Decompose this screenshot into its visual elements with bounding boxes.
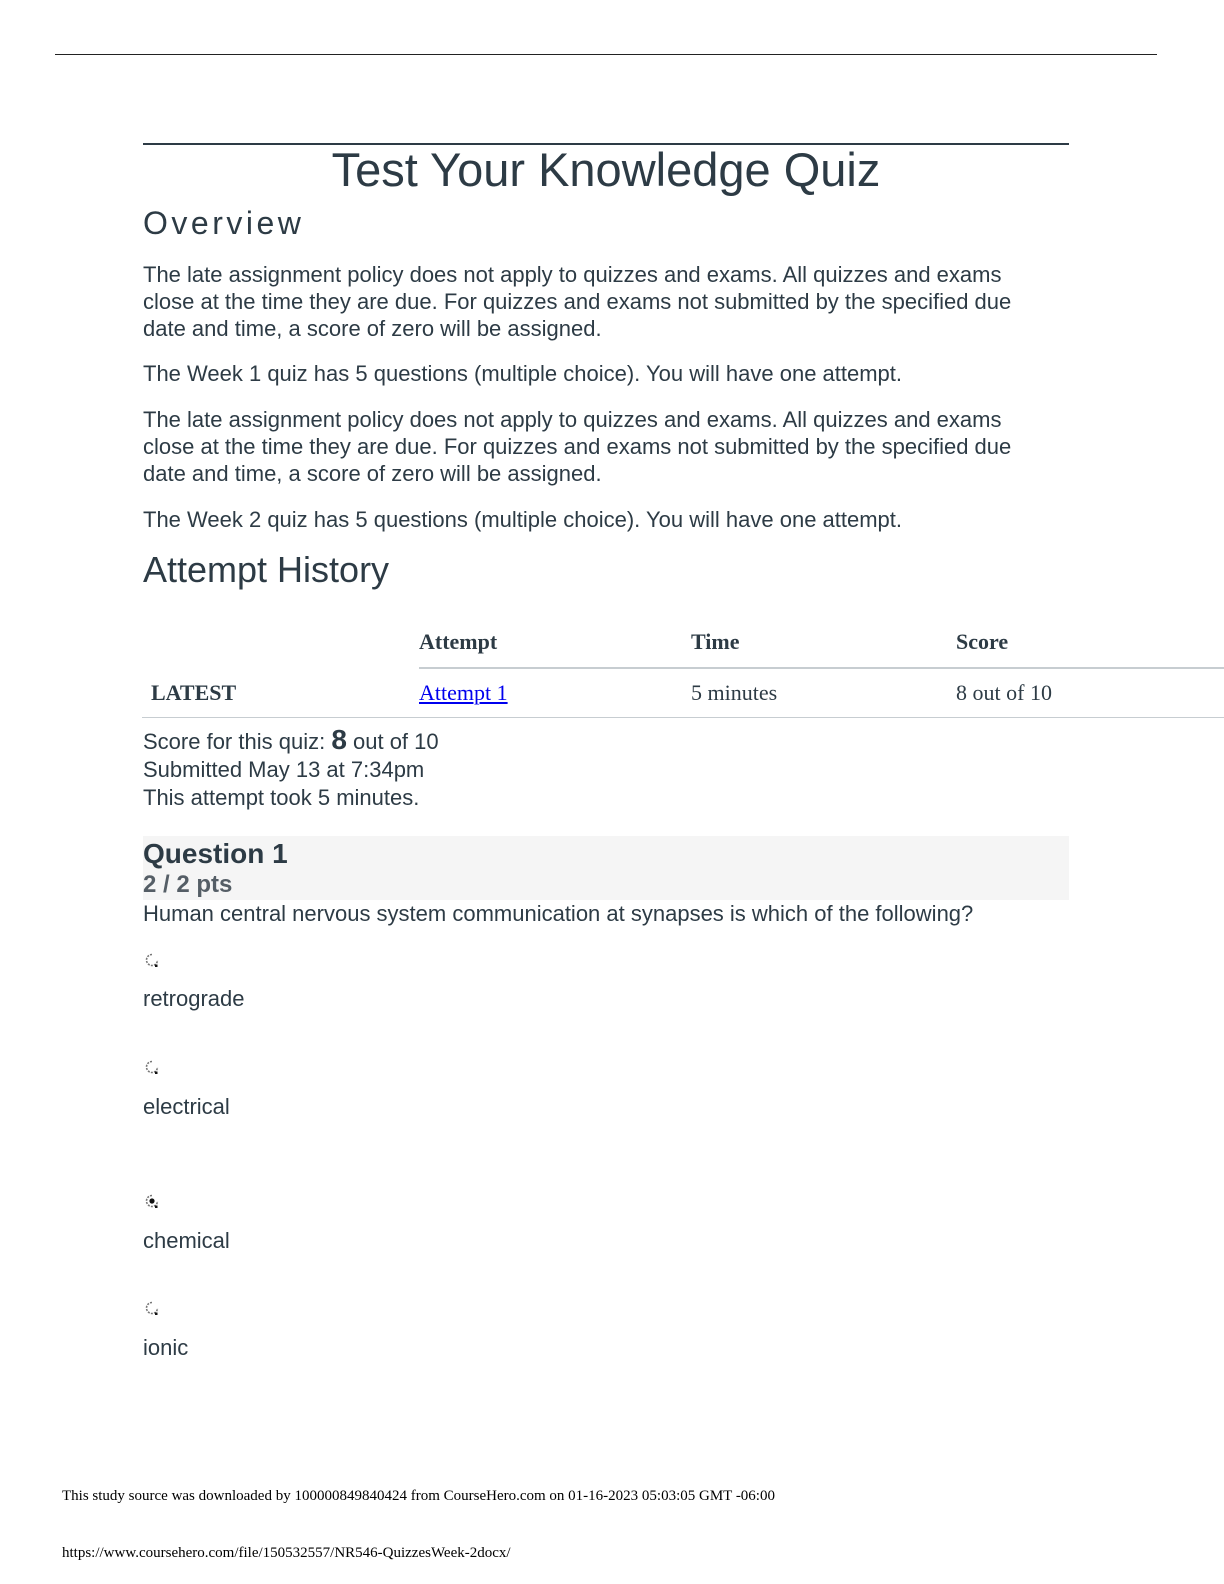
latest-label: LATEST [142,668,419,718]
answer-option-retrograde[interactable]: retrograde [143,986,245,1011]
score-value: 8 [331,724,347,755]
radio-selected-icon[interactable] [145,1194,159,1208]
question-title: Question 1 [143,838,288,869]
answer-option-electrical[interactable]: electrical [143,1094,230,1119]
week2-paragraph: The Week 2 quiz has 5 questions (multiple choice). You will have one attempt. [143,507,903,532]
radio-icon[interactable] [145,1301,159,1315]
time-cell: 5 minutes [691,668,956,718]
policy-paragraph-1: The late assignment policy does not apply to quizzes and exams. All quizzes and exams close at the time they are due. For quizzes and exams not submitted by the specified due date and time, a score of zero will be assigned. [143,262,1012,341]
table-header-row [142,616,1224,668]
question-text: Human central nervous system communication at synapses is which of the following? [143,901,974,926]
score-summary [143,726,439,812]
duration-line: This attempt took 5 minutes. [143,785,420,810]
attempt-history-heading: Attempt History [143,549,390,590]
question-header [143,836,1069,900]
radio-icon[interactable] [145,953,159,967]
overview-heading: Overview [143,205,305,241]
page-title: Test Your Knowledge Quiz [331,143,881,196]
submitted-line: Submitted May 13 at 7:34pm [143,757,425,782]
column-header-attempt: Attempt [419,616,691,668]
policy-paragraph-2: The late assignment policy does not apply to quizzes and exams. All quizzes and exams close at the time they are due. For quizzes and exams not submitted by the specified due date and time, a score of zero will be assigned. [143,407,1012,486]
week1-paragraph: The Week 1 quiz has 5 questions (multiple choice). You will have one attempt. [143,361,903,386]
answer-option-ionic[interactable]: ionic [143,1335,189,1360]
attempt-cell [419,668,691,718]
radio-icon[interactable] [145,1060,159,1074]
footer-source-note: This study source was downloaded by 100000849840424 from CourseHero.com on 01-16-2023 05:03:05 GMT -06:00 [62,1488,775,1504]
question-points: 2 / 2 pts [143,871,233,898]
table-row [142,668,1224,718]
score-cell: 8 out of 10 [956,668,1224,718]
score-suffix: out of 10 [346,729,439,754]
score-prefix: Score for this quiz: [143,729,332,754]
column-header-blank [142,616,419,668]
column-header-score: Score [956,616,1224,668]
page-top-rule [55,54,1157,55]
answer-option-chemical[interactable]: chemical [143,1228,230,1253]
quiz-score-line [143,726,439,756]
attempt-1-link[interactable]: Attempt 1 [419,680,508,705]
column-header-time: Time [691,616,956,668]
footer-url[interactable]: https://www.coursehero.com/file/150532557/NR546-QuizzesWeek-2docx/ [62,1545,511,1561]
attempt-history-table [142,616,1224,718]
